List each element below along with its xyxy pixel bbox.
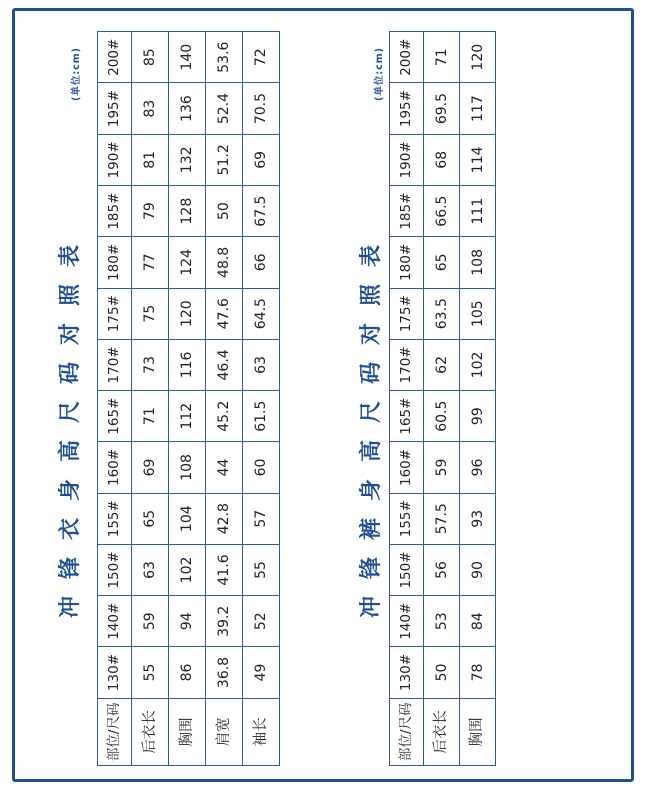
pants-size-section bbox=[355, 26, 555, 766]
table-row bbox=[460, 32, 496, 766]
table-row bbox=[169, 32, 206, 766]
header-cell: 140# bbox=[390, 596, 424, 647]
table-header-row bbox=[390, 32, 424, 766]
header-cell: 140# bbox=[98, 596, 132, 647]
table-cell: 47.6 bbox=[206, 288, 243, 339]
table-cell: 96 bbox=[460, 442, 496, 493]
table-cell: 73 bbox=[132, 339, 169, 390]
table-cell: 57 bbox=[243, 493, 280, 544]
jacket-unit-note: (单位:cm) bbox=[71, 46, 82, 101]
header-cell: 185# bbox=[98, 185, 132, 236]
table-cell: 53.6 bbox=[206, 32, 243, 83]
table-cell: 90 bbox=[460, 544, 496, 595]
table-cell: 52 bbox=[243, 596, 280, 647]
table-cell: 39.2 bbox=[206, 596, 243, 647]
table-cell: 61.5 bbox=[243, 391, 280, 442]
jacket-size-section bbox=[50, 26, 320, 766]
pants-size-table bbox=[389, 31, 496, 766]
header-cell: 175# bbox=[390, 288, 424, 339]
header-cell: 175# bbox=[98, 288, 132, 339]
table-cell: 84 bbox=[460, 596, 496, 647]
header-cell: 165# bbox=[390, 391, 424, 442]
header-cell: 170# bbox=[98, 339, 132, 390]
table-cell: 105 bbox=[460, 288, 496, 339]
table-cell: 57.5 bbox=[424, 493, 460, 544]
table-cell: 48.8 bbox=[206, 237, 243, 288]
header-cell: 130# bbox=[98, 647, 132, 698]
table-cell: 69 bbox=[243, 134, 280, 185]
table-row bbox=[424, 32, 460, 766]
table-cell: 71 bbox=[132, 391, 169, 442]
header-cell: 150# bbox=[98, 544, 132, 595]
table-cell: 108 bbox=[169, 442, 206, 493]
header-cell: 180# bbox=[98, 237, 132, 288]
table-cell: 63 bbox=[132, 544, 169, 595]
table-cell: 112 bbox=[169, 391, 206, 442]
table-cell: 86 bbox=[169, 647, 206, 698]
table-cell: 124 bbox=[169, 237, 206, 288]
table-cell: 55 bbox=[243, 544, 280, 595]
table-cell: 44 bbox=[206, 442, 243, 493]
header-cell: 160# bbox=[98, 442, 132, 493]
table-cell: 66.5 bbox=[424, 185, 460, 236]
table-cell: 63.5 bbox=[424, 288, 460, 339]
header-cell: 195# bbox=[98, 83, 132, 134]
table-cell: 132 bbox=[169, 134, 206, 185]
table-cell: 102 bbox=[460, 339, 496, 390]
table-cell: 51.2 bbox=[206, 134, 243, 185]
jacket-size-table bbox=[97, 31, 280, 766]
header-cell: 155# bbox=[390, 493, 424, 544]
header-cell: 200# bbox=[98, 32, 132, 83]
table-cell: 50 bbox=[206, 185, 243, 236]
table-cell: 70.5 bbox=[243, 83, 280, 134]
table-cell: 72 bbox=[243, 32, 280, 83]
table-cell: 36.8 bbox=[206, 647, 243, 698]
table-cell: 120 bbox=[169, 288, 206, 339]
table-cell: 62 bbox=[424, 339, 460, 390]
header-cell: 195# bbox=[390, 83, 424, 134]
row-label-cell: 胸围 bbox=[460, 698, 496, 765]
table-row bbox=[243, 32, 280, 766]
table-cell: 75 bbox=[132, 288, 169, 339]
pants-size-title: 冲锋裤身高尺码对照表 bbox=[359, 227, 384, 618]
table-cell: 117 bbox=[460, 83, 496, 134]
table-row bbox=[132, 32, 169, 766]
header-cell: 部位/尺码 bbox=[390, 698, 424, 765]
header-cell: 190# bbox=[98, 134, 132, 185]
table-cell: 59 bbox=[132, 596, 169, 647]
header-cell: 200# bbox=[390, 32, 424, 83]
table-cell: 69.5 bbox=[424, 83, 460, 134]
table-cell: 42.8 bbox=[206, 493, 243, 544]
table-cell: 83 bbox=[132, 83, 169, 134]
table-cell: 111 bbox=[460, 185, 496, 236]
table-cell: 45.2 bbox=[206, 391, 243, 442]
table-cell: 59 bbox=[424, 442, 460, 493]
table-cell: 60.5 bbox=[424, 391, 460, 442]
table-cell: 41.6 bbox=[206, 544, 243, 595]
table-cell: 93 bbox=[460, 493, 496, 544]
jacket-size-title: 冲锋衣身高尺码对照表 bbox=[58, 227, 83, 618]
table-cell: 66 bbox=[243, 237, 280, 288]
pants-unit-note: (单位:cm) bbox=[374, 46, 385, 101]
table-cell: 108 bbox=[460, 237, 496, 288]
header-cell: 165# bbox=[98, 391, 132, 442]
table-cell: 102 bbox=[169, 544, 206, 595]
table-cell: 55 bbox=[132, 647, 169, 698]
table-cell: 64.5 bbox=[243, 288, 280, 339]
row-label-cell: 后衣长 bbox=[132, 698, 169, 765]
header-cell: 部位/尺码 bbox=[98, 698, 132, 765]
table-cell: 104 bbox=[169, 493, 206, 544]
table-cell: 52.4 bbox=[206, 83, 243, 134]
header-cell: 170# bbox=[390, 339, 424, 390]
header-cell: 190# bbox=[390, 134, 424, 185]
table-cell: 68 bbox=[424, 134, 460, 185]
row-label-cell: 袖长 bbox=[243, 698, 280, 765]
table-cell: 49 bbox=[243, 647, 280, 698]
row-label-cell: 肩宽 bbox=[206, 698, 243, 765]
row-label-cell: 胸围 bbox=[169, 698, 206, 765]
row-label-cell: 后衣长 bbox=[424, 698, 460, 765]
header-cell: 130# bbox=[390, 647, 424, 698]
table-cell: 67.5 bbox=[243, 185, 280, 236]
table-cell: 114 bbox=[460, 134, 496, 185]
table-cell: 78 bbox=[460, 647, 496, 698]
table-cell: 85 bbox=[132, 32, 169, 83]
table-cell: 116 bbox=[169, 339, 206, 390]
table-cell: 128 bbox=[169, 185, 206, 236]
table-cell: 77 bbox=[132, 237, 169, 288]
table-cell: 94 bbox=[169, 596, 206, 647]
table-cell: 99 bbox=[460, 391, 496, 442]
table-cell: 56 bbox=[424, 544, 460, 595]
table-cell: 63 bbox=[243, 339, 280, 390]
table-header-row bbox=[98, 32, 132, 766]
table-cell: 50 bbox=[424, 647, 460, 698]
table-cell: 46.4 bbox=[206, 339, 243, 390]
table-cell: 53 bbox=[424, 596, 460, 647]
table-cell: 71 bbox=[424, 32, 460, 83]
header-cell: 185# bbox=[390, 185, 424, 236]
table-row bbox=[206, 32, 243, 766]
header-cell: 155# bbox=[98, 493, 132, 544]
header-cell: 180# bbox=[390, 237, 424, 288]
table-cell: 136 bbox=[169, 83, 206, 134]
header-cell: 160# bbox=[390, 442, 424, 493]
table-cell: 65 bbox=[132, 493, 169, 544]
table-cell: 69 bbox=[132, 442, 169, 493]
table-cell: 60 bbox=[243, 442, 280, 493]
table-cell: 81 bbox=[132, 134, 169, 185]
table-cell: 79 bbox=[132, 185, 169, 236]
table-cell: 140 bbox=[169, 32, 206, 83]
table-cell: 65 bbox=[424, 237, 460, 288]
header-cell: 150# bbox=[390, 544, 424, 595]
table-cell: 120 bbox=[460, 32, 496, 83]
